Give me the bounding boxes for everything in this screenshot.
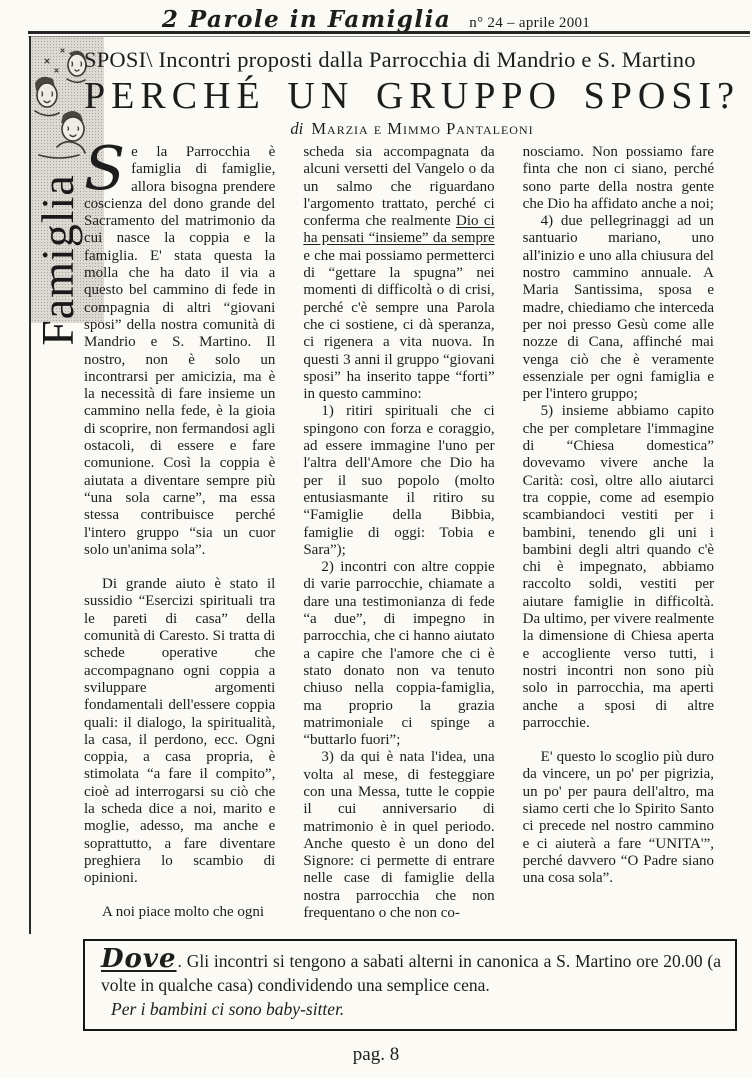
body-paragraph: Di grande aiuto è stato il sussidio “Esercizi spirituali tra le pareti di casa” della comunità di Caresto. Si tratta di schede operative che accompagnano ogni coppia a sviluppare argomenti fondamentali dell'essere coppia quali: il dialogo, la spiritualità, la casa, il perdono, ecc. Ogni coppia, a casa propria, è stimolata “a fare il compito”, cioè ad interrogarsi su ciò che la scheda dice a noi, marito e moglie, adesso, ma anche e soprattutto, a fare diventare preghiera lo scambio di opinioni.	[84, 576, 276, 887]
famiglia-section-label: Famiglia	[32, 174, 83, 346]
dove-text: Gli incontri si tengono a sabati alterni in canonica a S. Martino ore 20.00 (a volte in qualche casa) condividendo una semplice cena.	[101, 951, 722, 995]
numbered-item-4: 4) due pellegrinaggi ad un santuario mariano, uno all'inizio e uno alla chiusura del nostro cammino annuale. A Maria Santissima, sposa e madre, chiediamo che interceda per noi presso Gesù come alle nozze di Cana, affinché mai venga ciò che è veramente essenziale per ogni famiglia e per l'intero gruppo;	[522, 213, 714, 403]
lead-paragraph-text: e la Parrocchia è famiglia di famiglie, allora bisogna prendere coscienza del dono grande del Sacramento del matrimonio da cui nasce la coppia e la famiglia. E' stata questa la molla che ha dato il via a questo bel cammino di fede in compagnia di altri “giovani sposi” della nostra comunità di Mandrio e S. Martino. Il nostro, non è solo un incontrarsi per amicizia, ma è la necessità di fare insieme un cammino nella fede, è la gioia di scoprire, non fermandosi agli ostacoli, di essere e fare comunione. Così la coppia è aiutata a diventare sempre più “una sola carne”, ma essa stessa contribuisce perché l'intero gruppo “sia un cuor solo un'anima sola”.	[84, 144, 276, 558]
body-paragraph	[303, 144, 494, 403]
body-column-3	[523, 144, 714, 922]
article-kicker: SPOSI\ Incontri proposti dalla Parrocchia di Mandrio e S. Martino	[84, 47, 696, 72]
article-title: PERCHÉ UN GRUPPO SPOSI?	[84, 75, 740, 117]
dove-label: Dove	[101, 944, 177, 974]
article-byline	[84, 119, 740, 139]
body-column-2	[303, 144, 494, 922]
byline-authors: Marzia e Mimmo Pantaleoni	[311, 119, 534, 138]
header-divider	[28, 31, 750, 37]
dove-box-line	[101, 944, 722, 997]
masthead-title: 2 Parole in Famiglia	[161, 6, 452, 33]
byline-prefix: di	[290, 119, 304, 138]
dove-label-period: .	[177, 951, 182, 971]
numbered-item-1: 1) ritiri spirituali che ci spingono con forza e coraggio, ad essere immagine l'uno per l'altra dell'Amore che Dio ha per il suo popolo (molto entusiasmante il ritiro su “Famiglie della Bibbia, famiglie di oggi: Tobia e Sara”);	[303, 403, 495, 558]
closing-paragraph: E' questo lo scoglio più duro da vincere, un po' per pigrizia, un po' per paura dell'altro, ma siamo certi che lo Spirito Santo ci precede nel nostro cammino e ci aiuterà a fare “UNITA'”, perché davvero “O Padre siano una cosa sola”.	[522, 749, 714, 887]
page-number: pag. 8	[352, 1044, 400, 1065]
issue-number: n° 24 – aprile 2001	[469, 15, 591, 31]
drop-cap: S	[84, 134, 126, 204]
underlined-phrase: Dio ci ha pensati “insieme” da sempre	[303, 213, 495, 247]
paragraph-segment: scheda sia accompagnata da alcuni versetti del Vangelo o da un salmo che riguardano l'argomento trattato, perché ci conferma che realmente	[303, 144, 495, 230]
paragraph-segment: e che mai possiamo permetterci di “gettare la spugna” nei momenti di difficoltà o di crisi, perché c'è sempre una Parola che ci sostiene, ci dà speranza, ci rigenera a vita nuova. In questi 3 anni il gruppo “giovani sposi” ha inserito tappe “forti” in questo cammino:	[303, 247, 495, 403]
body-paragraph: nosciamo. Non possiamo fare finta che non ci siano, perché sono parte della nostra gente che Dio ha affidato anche a noi;	[522, 144, 714, 212]
body-column-1	[84, 134, 276, 922]
masthead	[0, 6, 752, 33]
article-body	[84, 134, 714, 922]
numbered-item-2: 2) incontri con altre coppie di varie parrocchie, chiamate a dare una testimonianza di fede “a due”, di impegno in parrocchia, che ci hanno aiutato a capire che l'amore che ci è stato donato non va tenuto chiuso nella coppia-famiglia, ma proprio la grazia matrimoniale ci spinge a “buttarlo fuori”;	[303, 559, 495, 749]
body-paragraph: A noi piace molto che ogni	[102, 904, 265, 921]
dove-info-box	[83, 939, 737, 1031]
numbered-item-3: 3) da qui è nata l'idea, una volta al mese, di festeggiare con una Messa, tutte le coppie il cui anniversario di matrimonio è in quel periodo. Anche questo è un dono del Signore: ci permette di entrare nelle case di famiglie della nostra parrocchia che non frequentano o che non co-	[303, 749, 495, 922]
lead-paragraph	[84, 134, 276, 559]
babysitter-note: Per i bambini ci sono baby-sitter.	[111, 999, 345, 1019]
numbered-item-5: 5) insieme abbiamo capito che per completare l'immagine di “Chiesa domestica” dovevamo vivere anche la Carità: così, oltre allo aiutarci tra coppie, come ad esempio scambiandoci vestiti per i bambini, tenendo gli uni i bambini degli altri quando c'è chi è impegnato, abbiamo raccolto soldi, vestiti per aiutare famiglie in difficoltà. Da ultimo, per vivere realmente la dimensione di Chiesa aperta e accogliente verso tutti, i nostri incontri non sono più solo in parrocchia, ma aperti anche a sposi di altre parrocchie.	[522, 403, 714, 731]
